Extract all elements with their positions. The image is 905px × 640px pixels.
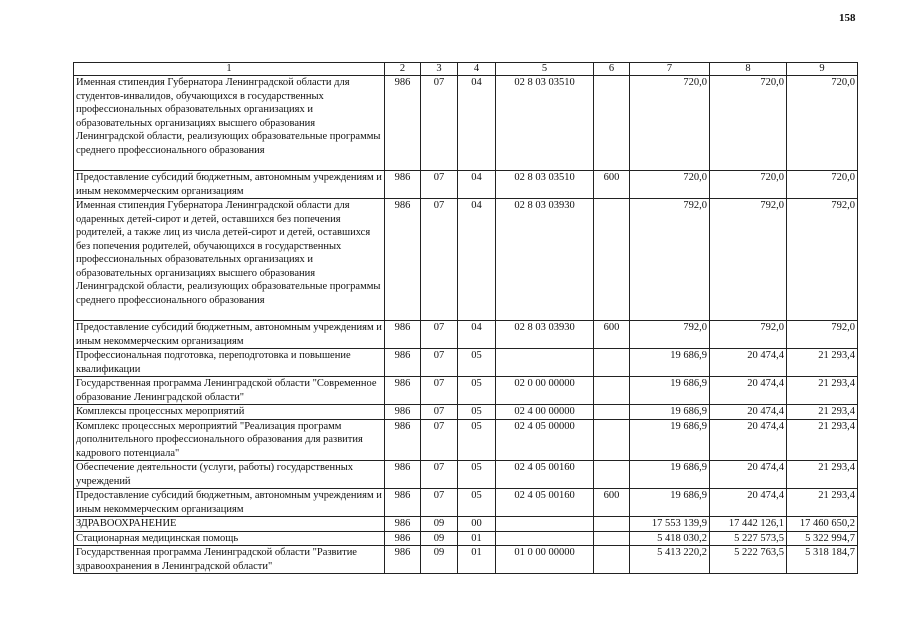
row-col9: 720,0 [787, 76, 858, 171]
row-col6 [594, 199, 630, 321]
table-row [74, 349, 858, 377]
row-col4: 04 [458, 76, 496, 171]
row-col5 [496, 531, 594, 546]
row-col9: 21 293,4 [787, 377, 858, 405]
row-col6: 600 [594, 321, 630, 349]
row-col4: 05 [458, 349, 496, 377]
col-header-5: 5 [496, 63, 594, 76]
row-name: Именная стипендия Губернатора Ленинградской области для студентов-инвалидов, обучающихся в государственных профессиональных образовательных организациях и образовательных организациях высшего образования Ленинградской области, реализующих образовательные программы среднего профессионального образования [74, 76, 385, 171]
col-header-8: 8 [710, 63, 787, 76]
row-col3: 07 [421, 349, 458, 377]
row-col3: 07 [421, 419, 458, 461]
row-col9: 17 460 650,2 [787, 517, 858, 532]
row-col2: 986 [385, 349, 421, 377]
row-col3: 09 [421, 546, 458, 574]
row-col5: 02 0 00 00000 [496, 377, 594, 405]
row-col5: 02 4 00 00000 [496, 405, 594, 420]
row-col2: 986 [385, 531, 421, 546]
row-name: Предоставление субсидий бюджетным, автономным учреждениям и иным некоммерческим организациям [74, 321, 385, 349]
row-col7: 19 686,9 [630, 377, 710, 405]
row-col7: 5 418 030,2 [630, 531, 710, 546]
row-col8: 792,0 [710, 199, 787, 321]
row-col3: 07 [421, 76, 458, 171]
row-col6 [594, 531, 630, 546]
row-col7: 19 686,9 [630, 419, 710, 461]
row-col6 [594, 461, 630, 489]
row-col2: 986 [385, 419, 421, 461]
row-col2: 986 [385, 377, 421, 405]
row-col5 [496, 517, 594, 532]
row-name: Стационарная медицинская помощь [74, 531, 385, 546]
row-col8: 17 442 126,1 [710, 517, 787, 532]
row-name: Предоставление субсидий бюджетным, автономным учреждениям и иным некоммерческим организациям [74, 489, 385, 517]
row-col6 [594, 546, 630, 574]
budget-table [73, 62, 858, 574]
row-col5: 02 8 03 03930 [496, 321, 594, 349]
row-col8: 20 474,4 [710, 489, 787, 517]
table-row [74, 546, 858, 574]
table-row [74, 321, 858, 349]
row-name: Предоставление субсидий бюджетным, автономным учреждениям и иным некоммерческим организациям [74, 171, 385, 199]
row-col8: 20 474,4 [710, 377, 787, 405]
row-col3: 07 [421, 321, 458, 349]
col-header-6: 6 [594, 63, 630, 76]
row-name: Комплексы процессных мероприятий [74, 405, 385, 420]
row-col7: 720,0 [630, 76, 710, 171]
row-col2: 986 [385, 461, 421, 489]
row-col8: 20 474,4 [710, 419, 787, 461]
table-row [74, 517, 858, 532]
row-col6: 600 [594, 171, 630, 199]
row-col9: 21 293,4 [787, 419, 858, 461]
table-row [74, 531, 858, 546]
row-col3: 07 [421, 405, 458, 420]
table-row [74, 171, 858, 199]
col-header-1: 1 [74, 63, 385, 76]
table-row [74, 419, 858, 461]
row-col5: 02 4 05 00160 [496, 489, 594, 517]
row-col4: 04 [458, 171, 496, 199]
row-col7: 792,0 [630, 199, 710, 321]
row-col4: 01 [458, 546, 496, 574]
row-col6 [594, 517, 630, 532]
col-header-7: 7 [630, 63, 710, 76]
row-col9: 21 293,4 [787, 461, 858, 489]
row-col4: 05 [458, 405, 496, 420]
row-name: Именная стипендия Губернатора Ленинградской области для одаренных детей-сирот и детей, оставшихся без попечения родителей, а также лиц из числа детей-сирот и детей, оставшихся без попечения родителей, обучающихся в государственных профессиональных образовательных организациях и образовательных организациях высшего образования Ленинградской области, реализующих образовательные программы среднего профессионального образования [74, 199, 385, 321]
row-col7: 720,0 [630, 171, 710, 199]
row-col9: 720,0 [787, 171, 858, 199]
col-header-4: 4 [458, 63, 496, 76]
row-name: Государственная программа Ленинградской области "Развитие здравоохранения в Ленинградской области" [74, 546, 385, 574]
row-col9: 21 293,4 [787, 489, 858, 517]
row-col7: 17 553 139,9 [630, 517, 710, 532]
row-col6 [594, 76, 630, 171]
row-col7: 5 413 220,2 [630, 546, 710, 574]
row-col8: 720,0 [710, 76, 787, 171]
row-col4: 00 [458, 517, 496, 532]
table-row [74, 199, 858, 321]
row-col8: 20 474,4 [710, 461, 787, 489]
row-col2: 986 [385, 405, 421, 420]
row-col9: 5 322 994,7 [787, 531, 858, 546]
row-col4: 05 [458, 489, 496, 517]
row-col7: 19 686,9 [630, 349, 710, 377]
row-col2: 986 [385, 76, 421, 171]
row-name: Комплекс процессных мероприятий "Реализация программ дополнительного профессионального образования для развития кадрового потенциала" [74, 419, 385, 461]
row-col7: 19 686,9 [630, 489, 710, 517]
row-col6 [594, 377, 630, 405]
table-row [74, 76, 858, 171]
row-col9: 21 293,4 [787, 405, 858, 420]
row-col5 [496, 349, 594, 377]
row-col7: 19 686,9 [630, 405, 710, 420]
col-header-3: 3 [421, 63, 458, 76]
row-col4: 05 [458, 377, 496, 405]
row-col3: 07 [421, 461, 458, 489]
row-col4: 01 [458, 531, 496, 546]
row-col3: 07 [421, 199, 458, 321]
col-header-9: 9 [787, 63, 858, 76]
row-col2: 986 [385, 321, 421, 349]
row-col8: 5 222 763,5 [710, 546, 787, 574]
row-col3: 09 [421, 517, 458, 532]
row-col9: 792,0 [787, 199, 858, 321]
table-row [74, 461, 858, 489]
row-name: ЗДРАВООХРАНЕНИЕ [74, 517, 385, 532]
row-col2: 986 [385, 546, 421, 574]
row-name: Государственная программа Ленинградской области "Современное образование Ленинградской области" [74, 377, 385, 405]
row-col4: 05 [458, 419, 496, 461]
row-name: Обеспечение деятельности (услуги, работы) государственных учреждений [74, 461, 385, 489]
row-col4: 05 [458, 461, 496, 489]
row-col5: 02 4 05 00000 [496, 419, 594, 461]
row-col6 [594, 349, 630, 377]
row-col4: 04 [458, 321, 496, 349]
col-header-2: 2 [385, 63, 421, 76]
row-col2: 986 [385, 171, 421, 199]
row-col2: 986 [385, 199, 421, 321]
row-col2: 986 [385, 489, 421, 517]
row-col9: 5 318 184,7 [787, 546, 858, 574]
row-col2: 986 [385, 517, 421, 532]
row-col5: 01 0 00 00000 [496, 546, 594, 574]
table-row [74, 405, 858, 420]
row-col3: 07 [421, 171, 458, 199]
row-col3: 09 [421, 531, 458, 546]
row-name: Профессиональная подготовка, переподготовка и повышение квалификации [74, 349, 385, 377]
row-col5: 02 8 03 03510 [496, 171, 594, 199]
row-col6 [594, 405, 630, 420]
row-col5: 02 8 03 03510 [496, 76, 594, 171]
row-col8: 5 227 573,5 [710, 531, 787, 546]
table-header-row [74, 63, 858, 76]
row-col5: 02 4 05 00160 [496, 461, 594, 489]
row-col9: 792,0 [787, 321, 858, 349]
row-col8: 20 474,4 [710, 349, 787, 377]
row-col7: 19 686,9 [630, 461, 710, 489]
row-col3: 07 [421, 377, 458, 405]
row-col4: 04 [458, 199, 496, 321]
row-col8: 20 474,4 [710, 405, 787, 420]
table-row [74, 489, 858, 517]
row-col8: 792,0 [710, 321, 787, 349]
row-col6: 600 [594, 489, 630, 517]
row-col5: 02 8 03 03930 [496, 199, 594, 321]
row-col8: 720,0 [710, 171, 787, 199]
row-col6 [594, 419, 630, 461]
row-col9: 21 293,4 [787, 349, 858, 377]
page-number: 158 [839, 12, 856, 24]
table-row [74, 377, 858, 405]
row-col3: 07 [421, 489, 458, 517]
row-col7: 792,0 [630, 321, 710, 349]
